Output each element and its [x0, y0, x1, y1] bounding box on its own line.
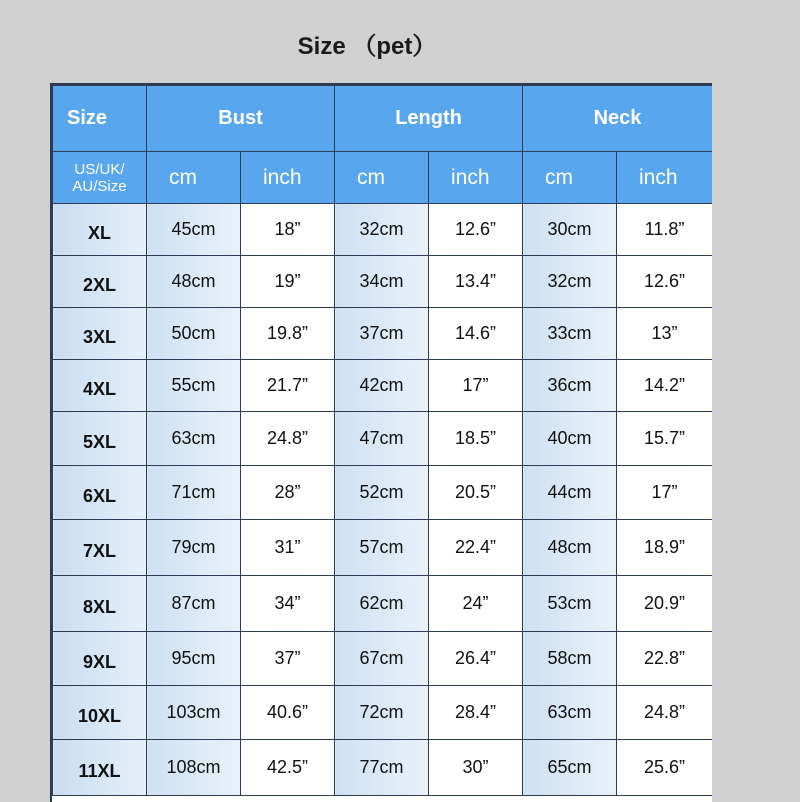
size-header: Size: [53, 86, 147, 152]
length-cm-cell: 34cm: [335, 256, 429, 308]
length-cm-cell: 32cm: [335, 204, 429, 256]
bust-inch-cell: 42.5”: [241, 740, 335, 796]
neck-inch-cell: 20.9”: [617, 576, 712, 632]
neck-inch-cell: 18.9”: [617, 520, 712, 576]
neck-header: Neck: [523, 86, 712, 152]
neck-cm-cell: 32cm: [523, 256, 617, 308]
neck-inch-unit: inch: [617, 152, 712, 204]
length-cm-cell: 37cm: [335, 308, 429, 360]
length-inch-cell: 28.4”: [429, 686, 523, 740]
bust-inch-cell: 40.6”: [241, 686, 335, 740]
bust-inch-cell: 24.8”: [241, 412, 335, 466]
table-row: [53, 466, 713, 520]
region-size-label: [53, 152, 147, 204]
size-cell: 7XL: [53, 520, 147, 576]
size-cell: 11XL: [53, 740, 147, 796]
neck-cm-cell: 65cm: [523, 740, 617, 796]
neck-inch-cell: 15.7”: [617, 412, 712, 466]
table-row: [53, 204, 713, 256]
size-cell: 8XL: [53, 576, 147, 632]
table-row: [53, 632, 713, 686]
length-inch-cell: 20.5”: [429, 466, 523, 520]
length-header: Length: [335, 86, 523, 152]
neck-inch-cell: 24.8”: [617, 686, 712, 740]
bust-inch-cell: 19”: [241, 256, 335, 308]
header-row: [53, 86, 713, 152]
size-cell: XL: [53, 204, 147, 256]
neck-cm-cell: 53cm: [523, 576, 617, 632]
size-cell: 2XL: [53, 256, 147, 308]
neck-cm-cell: 58cm: [523, 632, 617, 686]
neck-cm-cell: 33cm: [523, 308, 617, 360]
size-cell: 4XL: [53, 360, 147, 412]
bust-cm-cell: 48cm: [147, 256, 241, 308]
table-row: [53, 740, 713, 796]
neck-cm-cell: 36cm: [523, 360, 617, 412]
bust-cm-cell: 45cm: [147, 204, 241, 256]
table-row: [53, 412, 713, 466]
table-row: [53, 576, 713, 632]
length-cm-cell: 47cm: [335, 412, 429, 466]
region-label-line2: AU/Size: [72, 177, 127, 195]
bust-inch-unit: inch: [241, 152, 335, 204]
bust-cm-cell: 55cm: [147, 360, 241, 412]
neck-inch-cell: 13”: [617, 308, 712, 360]
size-chart-table: [50, 83, 712, 802]
length-inch-cell: 12.6”: [429, 204, 523, 256]
region-label-line1: US/UK/: [74, 160, 125, 178]
length-inch-cell: 26.4”: [429, 632, 523, 686]
length-cm-cell: 67cm: [335, 632, 429, 686]
neck-cm-cell: 48cm: [523, 520, 617, 576]
bust-cm-cell: 108cm: [147, 740, 241, 796]
bust-cm-cell: 87cm: [147, 576, 241, 632]
size-cell: 6XL: [53, 466, 147, 520]
size-cell: 3XL: [53, 308, 147, 360]
length-inch-cell: 18.5”: [429, 412, 523, 466]
table-row: [53, 308, 713, 360]
bust-inch-cell: 31”: [241, 520, 335, 576]
length-cm-cell: 42cm: [335, 360, 429, 412]
size-cell: 10XL: [53, 686, 147, 740]
length-cm-cell: 77cm: [335, 740, 429, 796]
length-inch-cell: 22.4”: [429, 520, 523, 576]
table-row: [53, 360, 713, 412]
bust-inch-cell: 21.7”: [241, 360, 335, 412]
bust-cm-cell: 95cm: [147, 632, 241, 686]
neck-inch-cell: 17”: [617, 466, 712, 520]
length-cm-cell: 62cm: [335, 576, 429, 632]
bust-cm-unit: cm: [147, 152, 241, 204]
bust-cm-cell: 63cm: [147, 412, 241, 466]
neck-inch-cell: 12.6”: [617, 256, 712, 308]
bust-cm-cell: 50cm: [147, 308, 241, 360]
table-row: [53, 256, 713, 308]
bust-inch-cell: 19.8”: [241, 308, 335, 360]
length-inch-cell: 30”: [429, 740, 523, 796]
bust-cm-cell: 103cm: [147, 686, 241, 740]
length-cm-unit: cm: [335, 152, 429, 204]
neck-cm-cell: 63cm: [523, 686, 617, 740]
neck-inch-cell: 25.6”: [617, 740, 712, 796]
neck-cm-unit: cm: [523, 152, 617, 204]
bust-inch-cell: 34”: [241, 576, 335, 632]
table-row: [53, 686, 713, 740]
length-inch-cell: 24”: [429, 576, 523, 632]
neck-inch-cell: 22.8”: [617, 632, 712, 686]
page-title: Size （pet）: [297, 33, 437, 60]
bust-header: Bust: [147, 86, 335, 152]
neck-inch-cell: 11.8”: [617, 204, 712, 256]
size-cell: 5XL: [53, 412, 147, 466]
length-cm-cell: 57cm: [335, 520, 429, 576]
bust-inch-cell: 18”: [241, 204, 335, 256]
bust-cm-cell: 71cm: [147, 466, 241, 520]
neck-cm-cell: 44cm: [523, 466, 617, 520]
size-cell: 9XL: [53, 632, 147, 686]
neck-inch-cell: 14.2”: [617, 360, 712, 412]
bust-inch-cell: 28”: [241, 466, 335, 520]
bust-cm-cell: 79cm: [147, 520, 241, 576]
length-inch-cell: 17”: [429, 360, 523, 412]
length-inch-cell: 13.4”: [429, 256, 523, 308]
bust-inch-cell: 37”: [241, 632, 335, 686]
table-row: [53, 520, 713, 576]
length-cm-cell: 52cm: [335, 466, 429, 520]
length-inch-cell: 14.6”: [429, 308, 523, 360]
length-cm-cell: 72cm: [335, 686, 429, 740]
neck-cm-cell: 30cm: [523, 204, 617, 256]
length-inch-unit: inch: [429, 152, 523, 204]
unit-header-row: [53, 152, 713, 204]
neck-cm-cell: 40cm: [523, 412, 617, 466]
